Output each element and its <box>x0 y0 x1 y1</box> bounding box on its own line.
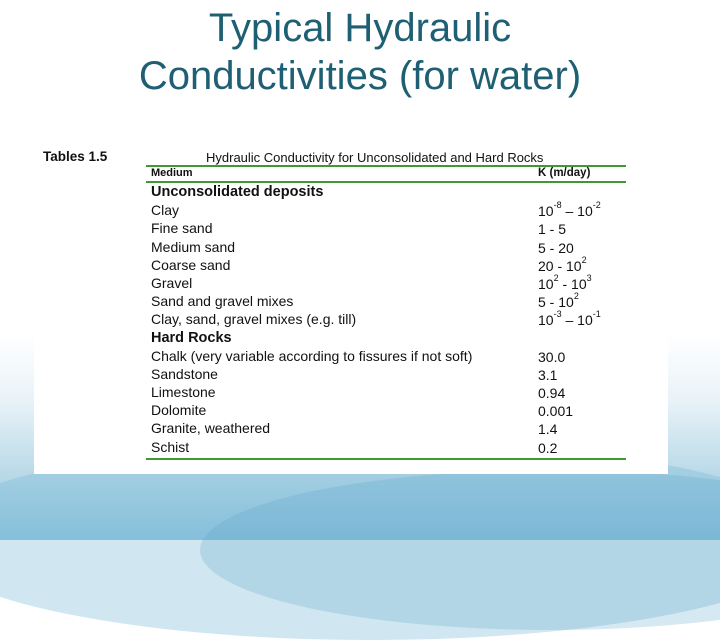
medium-cell: Clay <box>151 202 180 219</box>
conductivity-cell: 0.001 <box>538 403 574 420</box>
table-row <box>151 219 626 237</box>
conductivity-cell: $10^{-8} - 10^{-2}$ <box>538 200 601 220</box>
conductivity-cell: 5 - 20 <box>538 239 574 256</box>
section-label: Hard Rocks <box>151 329 232 346</box>
medium-cell: Limestone <box>151 384 216 401</box>
medium-cell: Medium sand <box>151 238 236 255</box>
table-caption: Tables 1.5 <box>43 149 108 164</box>
conductivity-cell: 1.4 <box>538 421 558 438</box>
column-header-medium: Medium <box>151 167 193 179</box>
medium-cell: Sand and gravel mixes <box>151 293 294 310</box>
table-row <box>151 310 626 328</box>
conductivity-cell: 0.94 <box>538 385 566 402</box>
medium-cell: Sandstone <box>151 365 218 382</box>
column-header-k: K (m/day) <box>538 167 591 179</box>
table-row <box>151 347 626 365</box>
table-row <box>151 365 626 383</box>
medium-cell: Schist <box>151 438 190 455</box>
table-row <box>151 383 626 401</box>
table-row <box>151 256 626 274</box>
conductivity-cell: $5 - 10^2$ <box>538 291 579 311</box>
section-label: Unconsolidated deposits <box>151 184 324 200</box>
table-row <box>151 401 626 419</box>
table-body <box>151 183 626 456</box>
table-section-row <box>151 329 626 347</box>
medium-cell: Clay, sand, gravel mixes (e.g. till) <box>151 311 357 328</box>
table-row <box>151 292 626 310</box>
table-image-panel <box>34 141 668 474</box>
medium-cell: Gravel <box>151 274 193 291</box>
medium-cell: Dolomite <box>151 402 207 419</box>
conductivity-cell: $20 - 10^2$ <box>538 254 587 274</box>
table-heading: Hydraulic Conductivity for Unconsolidated and Hard Rocks <box>206 150 544 165</box>
table-section-row <box>151 183 626 201</box>
table-row <box>151 438 626 456</box>
table-row <box>151 201 626 219</box>
medium-cell: Granite, weathered <box>151 420 271 437</box>
slide-title <box>0 4 720 100</box>
table-row <box>151 238 626 256</box>
conductivity-cell: $10^2 - 10^3$ <box>538 272 592 292</box>
slide-title-line-2: Conductivities (for water) <box>138 54 582 98</box>
slide-title-line-1: Typical Hydraulic <box>208 6 512 50</box>
conductivity-cell: 0.2 <box>538 439 558 456</box>
table-bottom-rule <box>146 458 626 460</box>
conductivity-cell: 3.1 <box>538 366 558 383</box>
medium-cell: Coarse sand <box>151 256 231 273</box>
conductivity-cell: 30.0 <box>538 348 566 365</box>
conductivity-cell: 1 - 5 <box>538 221 567 238</box>
medium-cell: Chalk (very variable according to fissures if not soft) <box>151 347 473 364</box>
table-row <box>151 419 626 437</box>
medium-cell: Fine sand <box>151 220 213 237</box>
table-row <box>151 274 626 292</box>
conductivity-cell: $10^{-3} - 10^{-1}$ <box>538 309 601 329</box>
